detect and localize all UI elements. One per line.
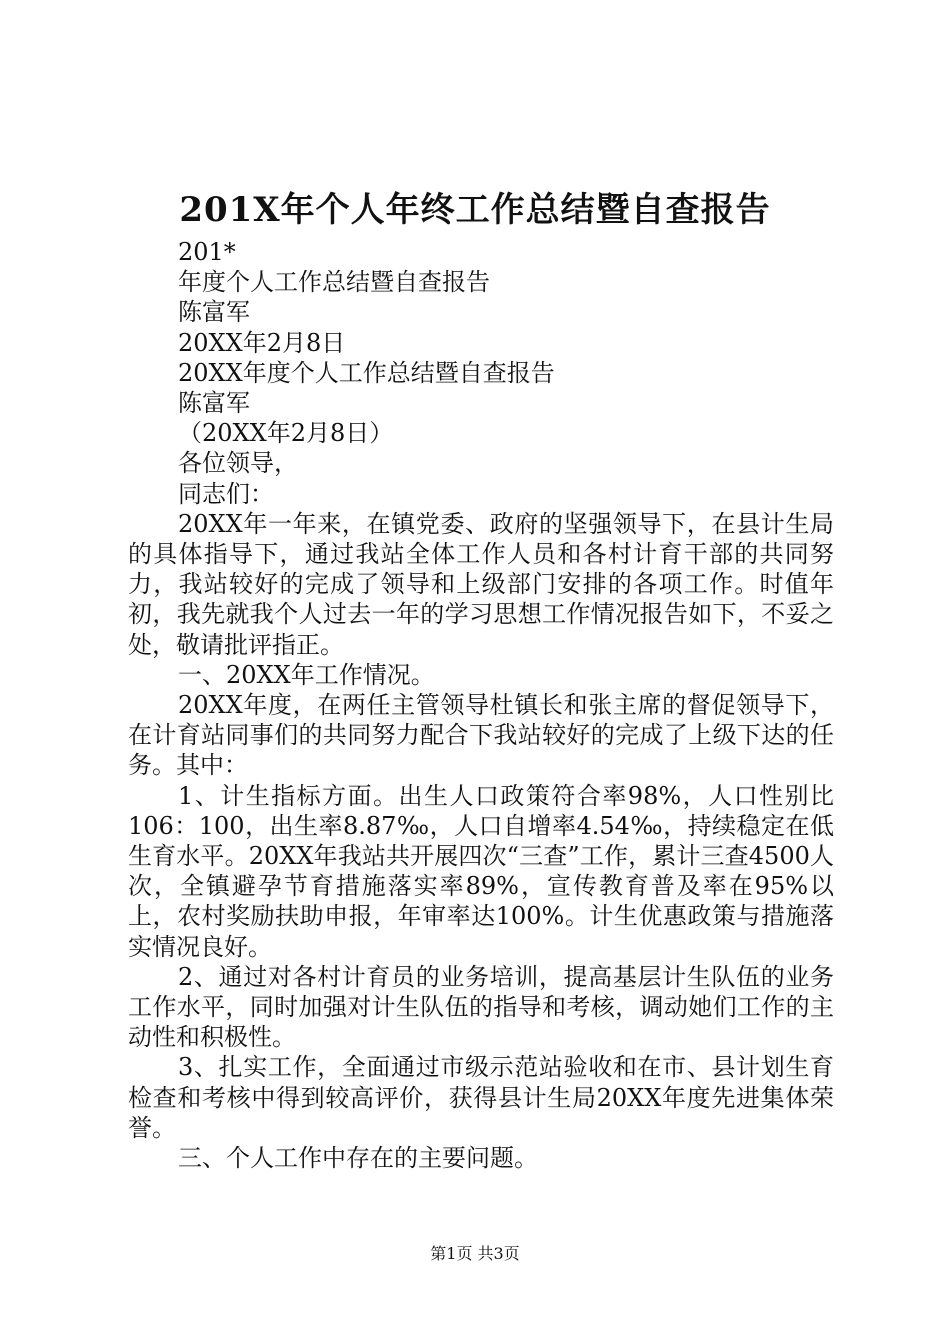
- paragraph-overview: 20XX年度，在两任主管领导杜镇长和张主席的督促领导下，在计育站同事们的共同努力配合下我站较好的完成了上级下达的任务。其中：: [128, 691, 834, 780]
- document-title: 201X年个人年终工作总结暨自查报告: [179, 190, 771, 230]
- page-footer: 第1页 共3页: [430, 1244, 520, 1263]
- header-line-author: 陈富军: [178, 298, 250, 327]
- header-line-date: 20XX年2月8日: [178, 328, 346, 357]
- paragraph-item-1: 1、计生指标方面。出生人口政策符合率98%，人口性别比106：100，出生率8.87‰，人口自增率4.54‰，持续稳定在低生育水平。20XX年我站共开展四次“三查”工作，累计三查4500人次，全镇避孕节育措施落实率89%，宣传教育普及率在95%以上，农村奖励扶助申报，年审率达100%。计生优惠政策与措施落实情况良好。: [128, 781, 834, 961]
- document-body: [128, 237, 834, 1173]
- paragraph-item-3: 3、扎实工作，全面通过市级示范站验收和在市、县计划生育检查和考核中得到较高评价，获得县计生局20XX年度先进集体荣誉。: [128, 1053, 834, 1142]
- paragraph-intro: 20XX年一年来，在镇党委、政府的坚强领导下，在县计生局的具体指导下，通过我站全体工作人员和各村计育干部的共同努力，我站较好的完成了领导和上级部门安排的各项工作。时值年初，我先就我个人过去一年的学习思想工作情况报告如下，不妥之处，敬请批评指正。: [128, 509, 834, 659]
- salutation-leaders: 各位领导，: [178, 449, 298, 478]
- paragraph-item-2: 2、通过对各村计育员的业务培训，提高基层计生队伍的业务工作水平，同时加强对计生队伍的指导和考核，调动她们工作的主动性和积极性。: [128, 962, 834, 1052]
- header-line-date-2: （20XX年2月8日）: [178, 419, 394, 448]
- section-heading-work-status: 一、20XX年工作情况。: [178, 660, 435, 689]
- header-line-subtitle: 年度个人工作总结暨自查报告: [178, 268, 490, 297]
- header-line-year: 201*: [178, 238, 236, 266]
- header-line-subtitle-2: 20XX年度个人工作总结暨自查报告: [178, 358, 555, 387]
- section-heading-problems: 三、个人工作中存在的主要问题。: [178, 1144, 538, 1173]
- header-line-author-2: 陈富军: [178, 389, 250, 418]
- salutation-comrades: 同志们：: [178, 479, 274, 508]
